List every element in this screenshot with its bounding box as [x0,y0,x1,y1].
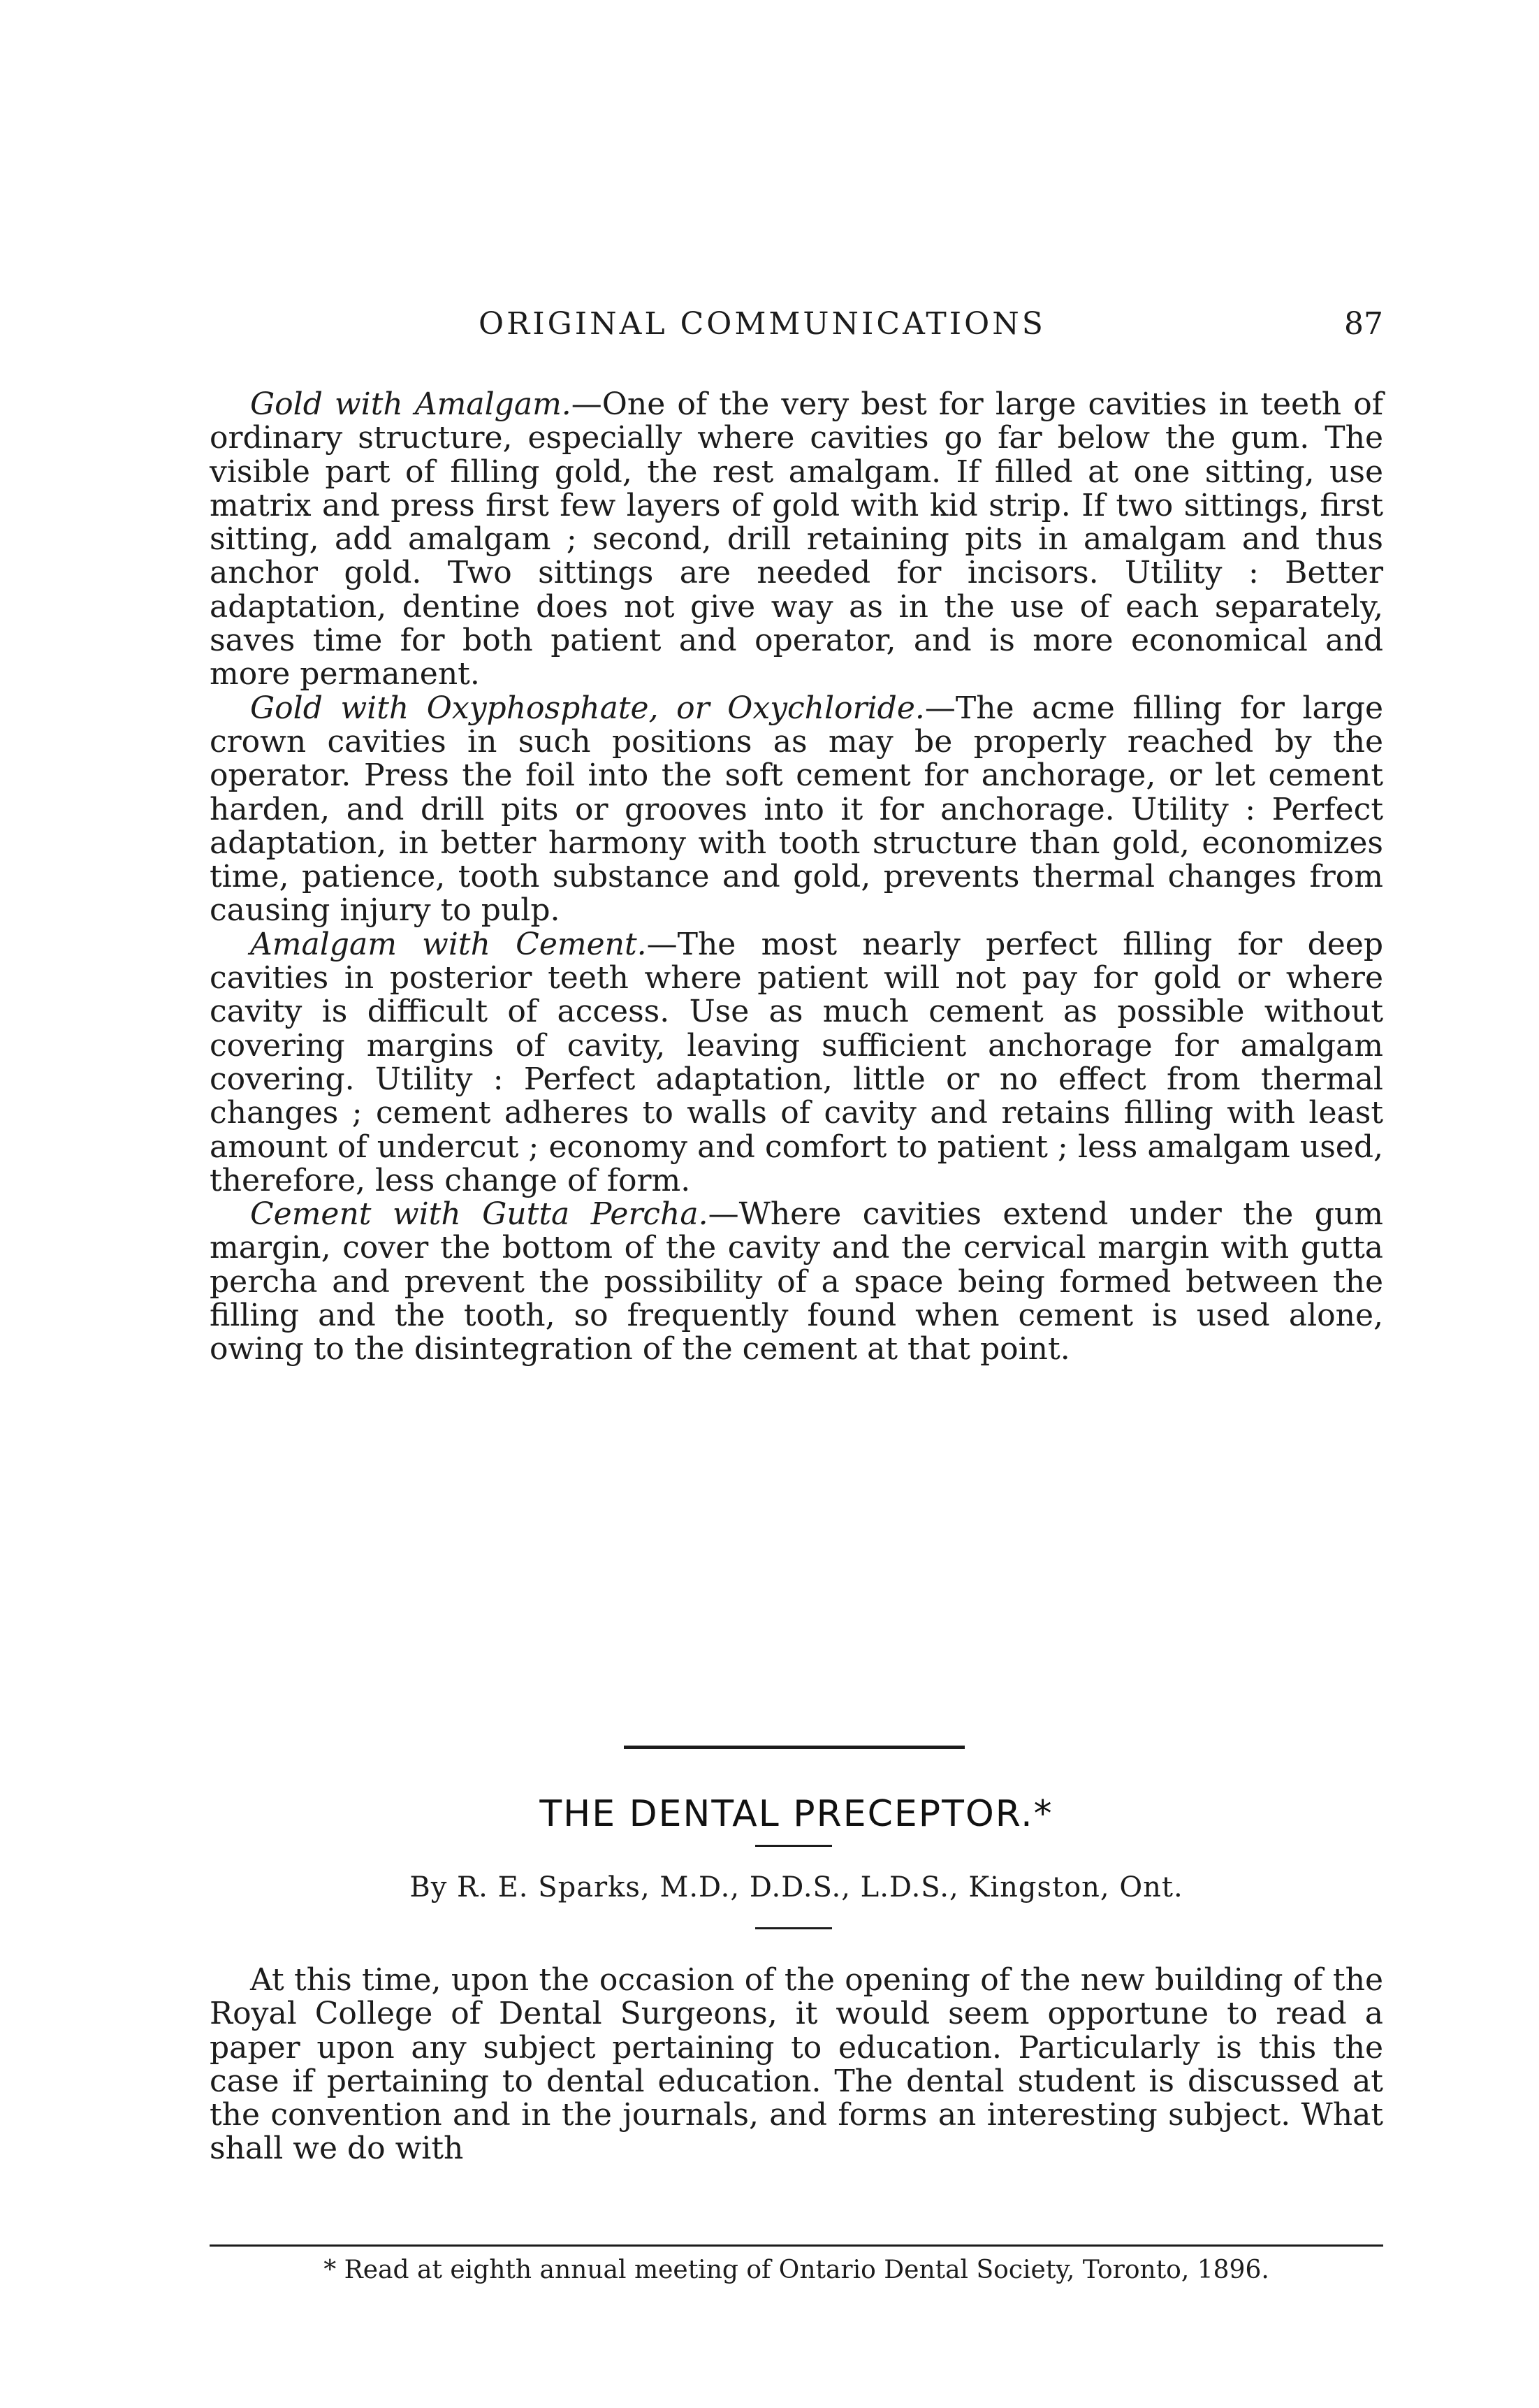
paragraph-gold-oxyphosphate [210,692,1383,928]
title-rule [755,1845,832,1847]
paragraph-cement-gutta-percha [210,1198,1383,1366]
article-title: THE DENTAL PRECEPTOR.* [539,1793,1053,1835]
body-text [210,388,1383,1367]
article-byline: By R. E. Sparks, M.D., D.D.S., L.D.S., Kingston, Ont. [409,1871,1183,1903]
paragraph-lead: Cement with Gutta Percha. [250,1196,708,1233]
footnote: * Read at eighth annual meeting of Ontario Dental Society, Toronto, 1896. [323,2256,1269,2284]
article-intro [210,1964,1383,2166]
paragraph-text: —Where cavities extend under the gum margin, cover the bottom of the cavity and the cervical margin with gutta percha and prevent the possibility of a space being formed between the filling and the tooth, so frequently found when cement is used alone, owing to the disintegration of the cement at that point. [210,1196,1383,1368]
intro-paragraph: At this time, upon the occasion of the opening of the new building of the Royal College of Dental Surgeons, it would seem opportune to read a paper upon any subject pertaining to education. Particularly is this the case if pertaining to dental education. The dental student is discussed at the convention and in the journals, and forms an interesting subject. What shall we do with [210,1962,1383,2167]
running-head: ORIGINAL COMMUNICATIONS [479,306,1046,342]
paragraph-text: —One of the very best for large cavities in teeth of ordinary structure, especially where cavities go far below the gum. The visible part of filling gold, the rest amalgam. If filled at one sitting, use matrix and press first few layers of gold with kid strip. If two sittings, first sitting, add amalgam ; second, drill retaining pits in amalgam and thus anchor gold. Two sittings are needed for incisors. Utility : Better adaptation, dentine does not give way as in the use of each separately, saves time for both patient and operator, and is more economical and more permanent. [210,386,1383,692]
byline-rule [755,1927,832,1929]
paragraph-lead: Gold with Oxyphosphate, or Oxychloride. [250,690,925,726]
paragraph-lead: Amalgam with Cement. [250,926,647,962]
paragraph-amalgam-cement [210,928,1383,1198]
page-header [210,306,1383,348]
page-number: 87 [1344,306,1383,342]
section-divider [624,1746,965,1749]
paragraph-text: —The most nearly perfect filling for deep cavities in posterior teeth where patient will not pay for gold or where cavity is difficult of access. Use as much cement as possible without covering margins of cavity, leaving sufficient anchorage for amalgam covering. Utility : Perfect adaptation, little or no effect from thermal changes ; cement adheres to walls of cavity and retains filling with least amount of undercut ; economy and comfort to patient ; less amalgam used, therefore, less change of form. [210,926,1383,1198]
footnote-rule [210,2244,1383,2247]
paragraph-lead: Gold with Amalgam. [250,386,571,422]
paragraph-gold-amalgam [210,388,1383,692]
paragraph-text: —The acme filling for large crown cavities in such positions as may be properly reached by the operator. Press the foil into the soft cement for anchorage, or let cement harden, and drill pits or grooves into it for anchorage. Utility : Perfect adaptation, in better harmony with tooth structure than gold, economizes time, patience, tooth substance and gold, prevents thermal changes from causing injury to pulp. [210,690,1383,929]
